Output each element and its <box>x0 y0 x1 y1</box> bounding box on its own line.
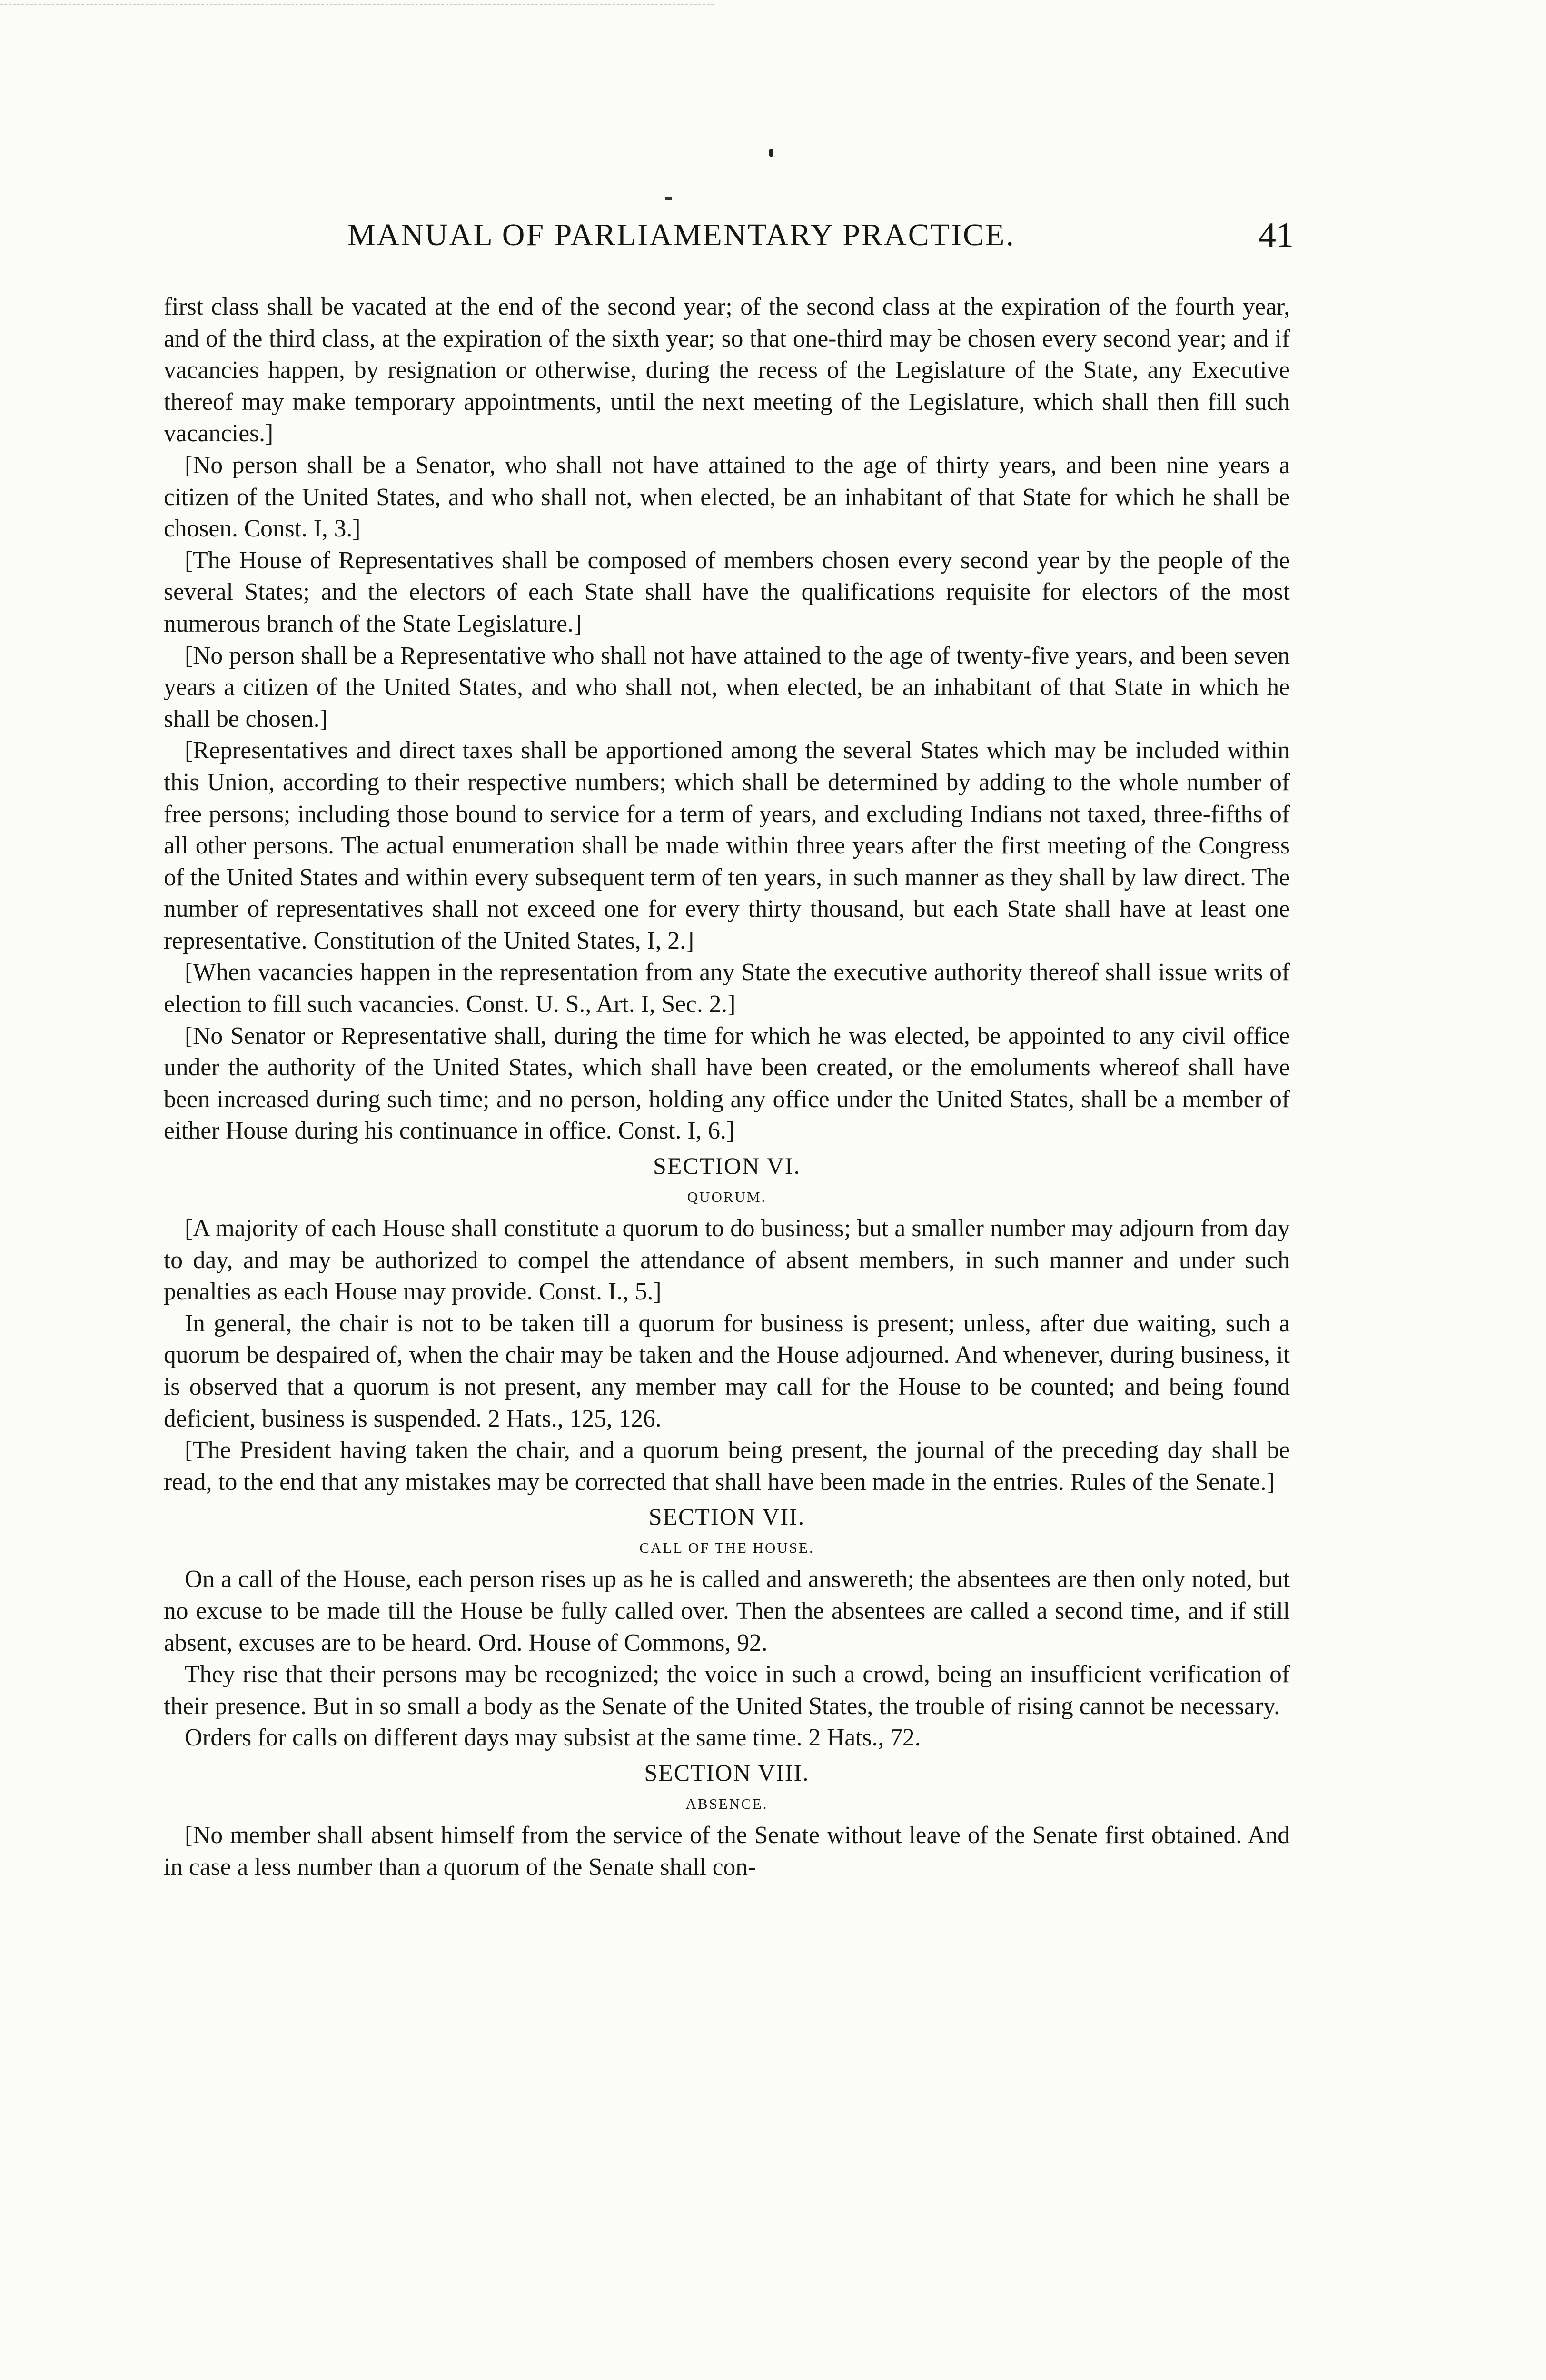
paragraph: [When vacancies happen in the representation from any State the executive authority thereof shall issue writs of election to fill such vacancies. Const. U. S., Art. I, Sec. 2.] <box>164 959 1290 1018</box>
ink-speck <box>665 197 672 200</box>
running-title: MANUAL OF PARLIAMENTARY PRACTICE. <box>347 218 1015 252</box>
paragraph: They rise that their persons may be recognized; the voice in such a crowd, being an insufficient verification of their presence. But in so small a body as the Senate of the United States, the trouble of rising cannot be necessary. <box>164 1661 1290 1720</box>
page-body <box>164 291 1290 1883</box>
paragraph: [Representatives and direct taxes shall be apportioned among the several States which may be included within this Union, according to their respective numbers; which shall be determined by adding to the whole number of free persons; including those bound to service for a term of years, and excluding Indians not taxed, three-fifths of all other persons. The actual enumeration shall be made within three years after the first meeting of the Congress of the United States and within every subsequent term of ten years, in such manner as they shall by law direct. The number of representatives shall not exceed one for every thirty thousand, but each State shall have at least one representative. Constitution of the United States, I, 2.] <box>164 737 1290 954</box>
paragraph: [The House of Representatives shall be composed of members chosen every second year by the people of the several States; and the electors of each State shall have the qualifications requisite for electors of the most numerous branch of the State Legislature.] <box>164 546 1290 637</box>
section-subheading: CALL OF THE HOUSE. <box>639 1539 814 1557</box>
section-heading: SECTION VII. <box>648 1503 805 1530</box>
page-number: 41 <box>1259 216 1294 255</box>
running-head <box>157 217 1294 260</box>
paragraph: [A majority of each House shall constitute a quorum to do business; but a smaller number may adjourn from day to day, and may be authorized to compel the attendance of absent members, in such manner and under such penalties as each House may provide. Const. I., 5.] <box>164 1215 1290 1306</box>
paragraph: [No person shall be a Senator, who shall not have attained to the age of thirty years, and been nine years a citizen of the United States, and who shall not, when elected, be an inhabitant of that State for which he shall be chosen. Const. I, 3.] <box>164 451 1290 543</box>
paragraph: [The President having taken the chair, and a quorum being present, the journal of the preceding day shall be read, to the end that any mistakes may be corrected that shall have been made in the entries. Rules of the Senate.] <box>164 1437 1290 1496</box>
section-heading: SECTION VIII. <box>644 1759 810 1786</box>
section-subheading: QUORUM. <box>687 1189 767 1206</box>
top-scan-rule <box>0 4 714 5</box>
section-heading: SECTION VI. <box>653 1152 801 1180</box>
paragraph: [No person shall be a Representative who shall not have attained to the age of twenty-five years, and been seven years a citizen of the United States, and who shall not, when elected, be an inhabitant of that State in which he shall be chosen.] <box>164 642 1290 733</box>
paragraph: [No member shall absent himself from the service of the Senate without leave of the Senate first obtained. And in case a less number than a quorum of the Senate shall con- <box>164 1821 1290 1881</box>
paragraph: Orders for calls on different days may subsist at the same time. 2 Hats., 72. <box>185 1724 921 1752</box>
paragraph: In general, the chair is not to be taken till a quorum for business is present; unless, after due waiting, such a quorum be despaired of, when the chair may be taken and the House adjourned. And whenever, during business, it is observed that a quorum is not present, any member may call for the House to be counted; and being found deficient, business is suspended. 2 Hats., 125, 126. <box>164 1309 1290 1432</box>
paragraph: [No Senator or Representative shall, during the time for which he was elected, be appointed to any civil office under the authority of the United States, which shall have been created, or the emoluments whereof shall have been increased during such time; and no person, holding any office under the United States, shall be a member of either House during his continuance in office. Const. I, 6.] <box>164 1022 1290 1145</box>
ink-speck <box>769 149 773 157</box>
paragraph: first class shall be vacated at the end of the second year; of the second class at the expiration of the fourth year, and of the third class, at the expiration of the sixth year; so that one-third may be chosen every second year; and if vacancies happen, by resignation or otherwise, during the recess of the Legislature of the State, any Executive thereof may make temporary appointments, until the next meeting of the Legislature, which shall then fill such vacancies.] <box>164 293 1290 447</box>
section-subheading: ABSENCE. <box>685 1795 768 1812</box>
paragraph: On a call of the House, each person rises up as he is called and answereth; the absentees are then only noted, but no excuse to be made till the House be fully called over. Then the absentees are called a second time, and if still absent, excuses are to be heard. Ord. House of Commons, 92. <box>164 1566 1290 1656</box>
